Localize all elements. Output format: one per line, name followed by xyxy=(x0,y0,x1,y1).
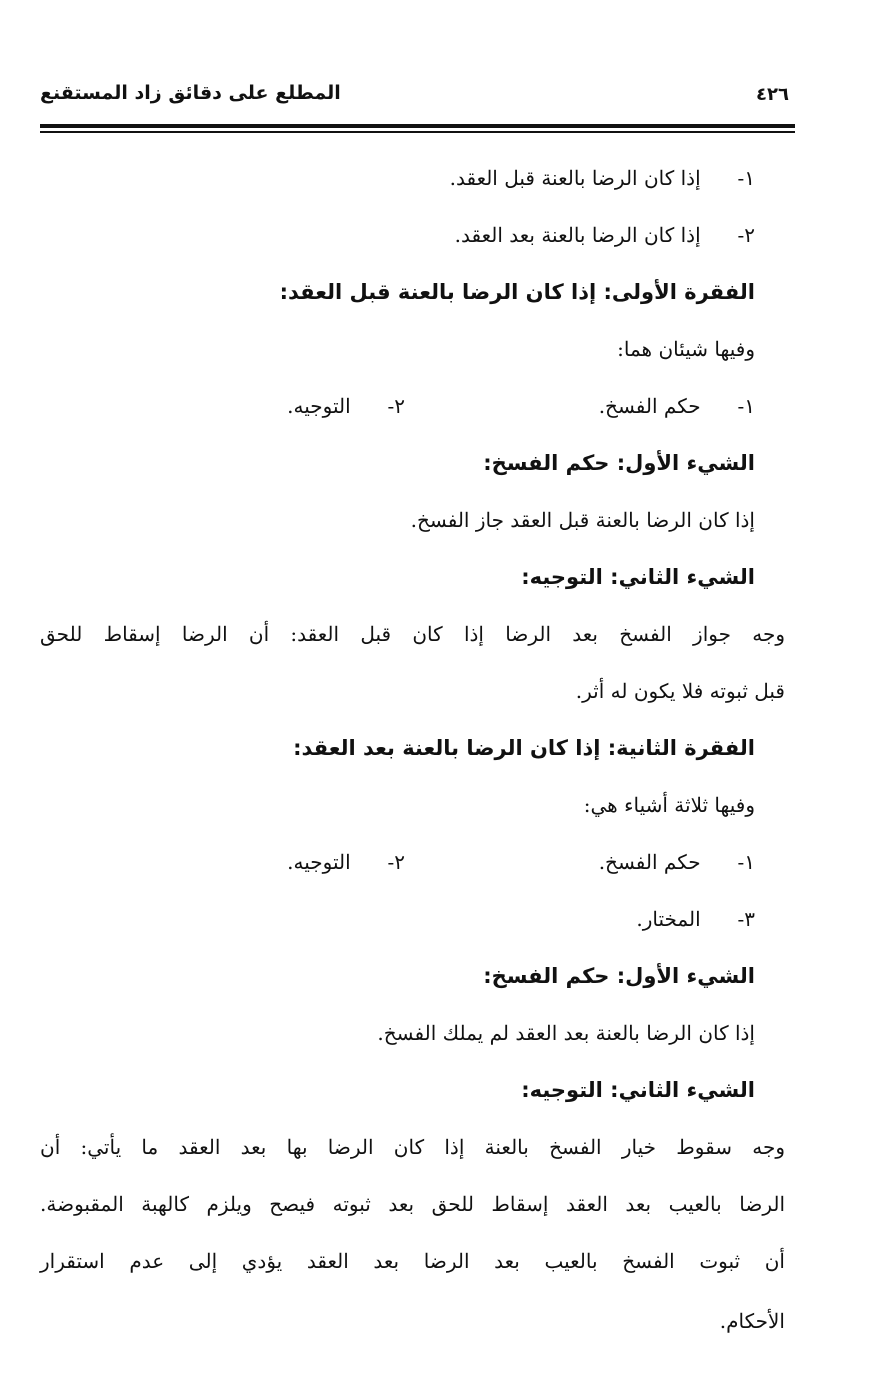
paragraph-line: إذا كان الرضا بالعنة قبل العقد جاز الفسخ. xyxy=(410,508,755,532)
header-rule-thin xyxy=(40,131,795,133)
subsection-heading: الشيء الثاني: التوجيه: xyxy=(521,1078,755,1102)
paragraph-line: الرضا بالعيب بعد العقد إسقاط للحق بعد ثبوته فيصح ويلزم كالهبة المقبوضة. xyxy=(40,1192,785,1216)
section-heading: الفقرة الثانية: إذا كان الرضا بالعنة بعد العقد: xyxy=(293,736,755,760)
item-text: التوجيه. xyxy=(287,394,351,418)
paragraph-line: قبل ثبوته فلا يكون له أثر. xyxy=(575,679,785,703)
paragraph-line: أن ثبوت الفسخ بالعيب بعد الرضا بعد العقد يؤدي إلى عدم استقرار xyxy=(40,1249,785,1273)
running-title: المطلع على دقائق زاد المستقنع xyxy=(40,82,341,104)
subsection-heading: الشيء الأول: حكم الفسخ: xyxy=(483,451,755,475)
item-number: ٢- xyxy=(737,223,755,247)
item-text: حكم الفسخ. xyxy=(598,394,701,418)
paragraph-line: وفيها شيئان هما: xyxy=(617,337,755,361)
item-text: المختار. xyxy=(636,907,701,931)
paragraph-line: وفيها ثلاثة أشياء هي: xyxy=(583,793,755,817)
list-item xyxy=(405,834,755,891)
paragraph-line: إذا كان الرضا بالعنة بعد العقد لم يملك الفسخ. xyxy=(377,1021,755,1045)
item-text: إذا كان الرضا بالعنة قبل العقد. xyxy=(449,166,701,190)
paragraph-line: وجه جواز الفسخ بعد الرضا إذا كان قبل العقد: أن الرضا إسقاط للحق xyxy=(40,622,785,646)
list-item xyxy=(287,834,405,891)
list-item xyxy=(40,891,755,948)
item-text: حكم الفسخ. xyxy=(598,850,701,874)
list-item xyxy=(287,378,405,435)
item-text: التوجيه. xyxy=(287,850,351,874)
list-item xyxy=(405,378,755,435)
item-number: ٢- xyxy=(387,850,405,874)
page-header xyxy=(40,78,795,118)
item-number: ٣- xyxy=(737,907,755,931)
item-number: ١- xyxy=(737,166,755,190)
item-number: ١- xyxy=(737,850,755,874)
section-heading: الفقرة الأولى: إذا كان الرضا بالعنة قبل العقد: xyxy=(279,280,755,304)
list-item xyxy=(40,150,755,207)
paragraph-line: وجه سقوط خيار الفسخ بالعنة إذا كان الرضا بها بعد العقد ما يأتي: أن xyxy=(40,1135,785,1159)
two-column-list xyxy=(40,834,755,891)
item-text: إذا كان الرضا بالعنة بعد العقد. xyxy=(454,223,701,247)
header-rule-thick xyxy=(40,124,795,128)
list-item xyxy=(40,207,755,264)
item-number: ١- xyxy=(737,394,755,418)
body-text xyxy=(40,150,785,1352)
paragraph-line: الأحكام. xyxy=(719,1309,785,1333)
subsection-heading: الشيء الثاني: التوجيه: xyxy=(521,565,755,589)
page-number: ٤٢٦ xyxy=(756,84,789,105)
two-column-list xyxy=(40,378,755,435)
subsection-heading: الشيء الأول: حكم الفسخ: xyxy=(483,964,755,988)
item-number: ٢- xyxy=(387,394,405,418)
